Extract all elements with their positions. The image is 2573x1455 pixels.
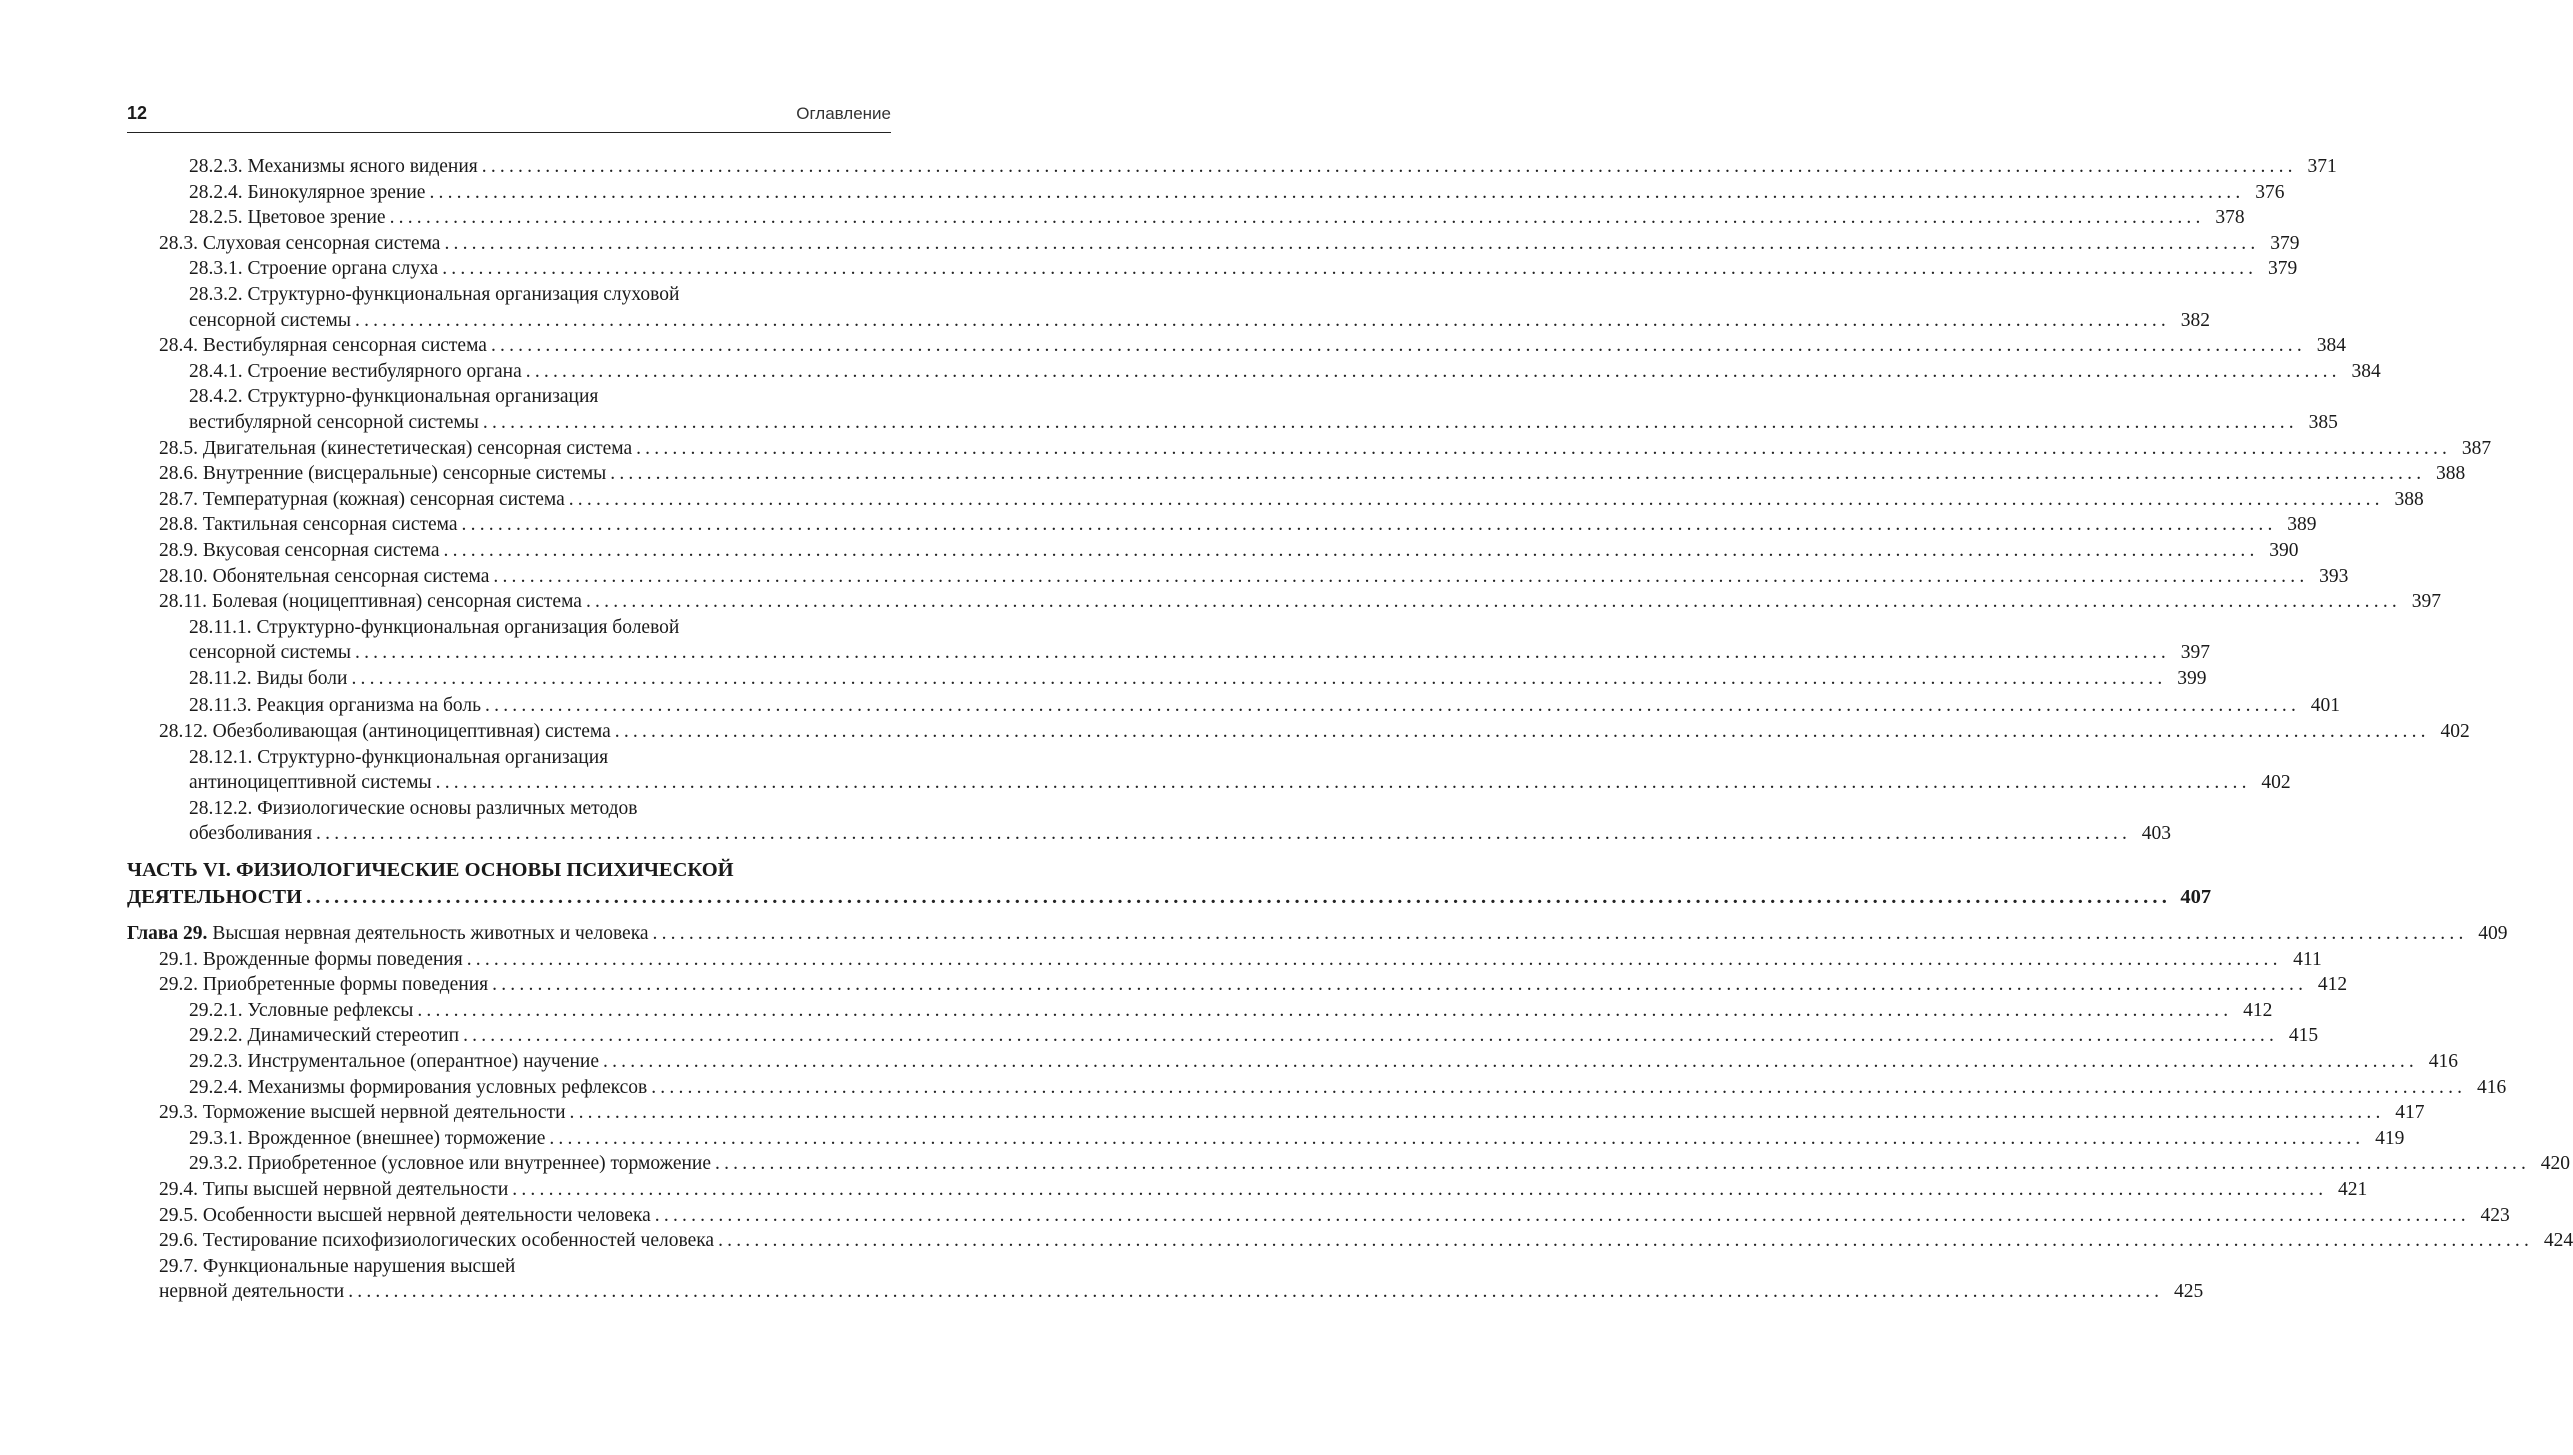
toc-entry-title: 28.11.2. Виды боли bbox=[189, 667, 348, 689]
toc-entry-title: 28.3.1. Строение органа слуха bbox=[189, 258, 439, 280]
dot-leader: ........................................................................................................................................................................................................ bbox=[568, 488, 2384, 510]
dot-leader: ........................................................................................................................................................................................................ bbox=[651, 1076, 2467, 1098]
toc-entry-28-2-4[interactable] bbox=[127, 180, 2285, 206]
toc-entry-29-1[interactable] bbox=[127, 947, 2322, 973]
toc-entry-title: 28.4.1. Строение вестибулярного органа bbox=[189, 360, 522, 382]
toc-entry-title: 28.12.2. Физиологические основы различных методов bbox=[189, 797, 638, 819]
dot-leader: ........................................................................................................................................................................................................ bbox=[348, 1281, 2164, 1303]
page-ref: 416 bbox=[2476, 1076, 2507, 1098]
toc-entry-29-5[interactable] bbox=[127, 1203, 2510, 1229]
toc-entry-29-2[interactable] bbox=[127, 972, 2348, 998]
toc-entry-title: 28.12. Обезболивающая (антиноцицептивная) система bbox=[159, 721, 611, 743]
dot-leader: ........................................................................................................................................................................................................ bbox=[654, 1204, 2470, 1226]
dot-leader: ........................................................................................................................................................................................................ bbox=[493, 565, 2309, 587]
toc-entry-28-4[interactable] bbox=[127, 333, 2346, 359]
running-section-title: Оглавление bbox=[796, 104, 891, 123]
toc-entry-title: 28.12.1. Структурно-функциональная организация bbox=[189, 746, 609, 768]
page-ref: 402 bbox=[2261, 772, 2291, 794]
dot-leader: ........................................................................................................................................................................................................ bbox=[485, 695, 2301, 717]
dot-leader: ........................................................................................................................................................................................................ bbox=[636, 437, 2452, 459]
chapter-label: Глава 29. bbox=[127, 923, 208, 945]
dot-leader: ........................................................................................................................................................................................................ bbox=[316, 823, 2132, 845]
page-ref: 393 bbox=[2319, 565, 2349, 587]
toc-entry-28-11-1[interactable] bbox=[127, 615, 2210, 666]
dot-leader: ........................................................................................................................................................................................................ bbox=[610, 463, 2426, 485]
toc-entry-28-3-1[interactable] bbox=[127, 256, 2298, 282]
toc-entry-28-5[interactable] bbox=[127, 436, 2492, 462]
toc-part-heading[interactable] bbox=[127, 857, 2212, 911]
toc-entry-title: 29.3.2. Приобретенное (условное или внутреннее) торможение bbox=[189, 1153, 712, 1175]
dot-leader: ........................................................................................................................................................................................................ bbox=[443, 539, 2259, 561]
page-ref: 382 bbox=[2180, 309, 2210, 331]
toc-entry-title: 28.4. Вестибулярная сенсорная система bbox=[159, 335, 487, 357]
page-ref: 425 bbox=[2173, 1281, 2204, 1303]
toc-entry-title: 28.11. Болевая (ноцицептивная) сенсорная система bbox=[159, 591, 582, 613]
toc-entry-29-4[interactable] bbox=[127, 1177, 2368, 1203]
toc-entry-title: 28.10. Обонятельная сенсорная система bbox=[159, 565, 490, 587]
dot-leader: ........................................................................................................................................................................................................ bbox=[549, 1127, 2365, 1149]
chapter-title: Высшая нервная деятельность животных и человека bbox=[212, 923, 649, 945]
page-ref: 378 bbox=[2215, 207, 2245, 229]
toc-entry-title-continuation: сенсорной системы bbox=[189, 642, 351, 664]
toc-entry-28-6[interactable] bbox=[127, 461, 2466, 487]
toc-entry-29-3-2[interactable] bbox=[127, 1151, 2571, 1177]
toc-entry-title-continuation: обезболивания bbox=[189, 823, 313, 845]
toc-entry-title-continuation: нервной деятельности bbox=[159, 1281, 345, 1303]
dot-leader: ........................................................................................................................................................................................................ bbox=[614, 721, 2430, 743]
toc-entry-29-3-1[interactable] bbox=[127, 1126, 2405, 1152]
toc-entry-28-3[interactable] bbox=[127, 231, 2300, 257]
page-ref: 412 bbox=[2317, 974, 2348, 996]
page-ref: 401 bbox=[2310, 695, 2341, 717]
page-ref: 390 bbox=[2269, 539, 2299, 561]
page-ref: 415 bbox=[2288, 1025, 2319, 1047]
toc-entry-28-8[interactable] bbox=[127, 512, 2317, 538]
toc-entry-29-2-1[interactable] bbox=[127, 998, 2273, 1024]
page-ref: 402 bbox=[2440, 721, 2470, 743]
toc-entry-title: 29.2.4. Механизмы формирования условных рефлексов bbox=[189, 1076, 648, 1098]
toc-entry-title: 28.3.2. Структурно-функциональная организация слуховой bbox=[189, 283, 680, 305]
toc-entry-title: 29.4. Типы высшей нервной деятельности bbox=[159, 1178, 509, 1200]
page-ref: 379 bbox=[2270, 232, 2300, 254]
page-ref: 420 bbox=[2540, 1153, 2571, 1175]
toc-entry-title: 28.9. Вкусовая сенсорная система bbox=[159, 539, 440, 561]
dot-leader: ........................................................................................................................................................................................................ bbox=[389, 207, 2205, 229]
toc-entry-29-6[interactable] bbox=[127, 1228, 2573, 1254]
toc-entry-title: 29.2. Приобретенные формы поведения bbox=[159, 974, 489, 996]
dot-leader: ........................................................................................................................................................................................................ bbox=[355, 309, 2170, 331]
toc-entry-title: 28.11.3. Реакция организма на боль bbox=[189, 695, 482, 717]
dot-leader: ........................................................................................................................................................................................................ bbox=[429, 181, 2245, 203]
toc-entry-title: 28.4.2. Структурно-функциональная организация bbox=[189, 386, 599, 408]
dot-leader: ........................................................................................................................................................................................................ bbox=[585, 591, 2401, 613]
dot-leader: ........................................................................................................................................................................................................ bbox=[512, 1178, 2328, 1200]
toc-entry-28-7[interactable] bbox=[127, 487, 2424, 513]
page-ref: 388 bbox=[2394, 488, 2424, 510]
toc-entry-title: 28.5. Двигательная (кинестетическая) сенсорная система bbox=[159, 437, 633, 459]
toc-entry-title: 29.5. Особенности высшей нервной деятельности человека bbox=[159, 1204, 651, 1226]
dot-leader: ........................................................................................................................................................................................................ bbox=[435, 772, 2251, 794]
toc-entry-29-2-3[interactable] bbox=[127, 1049, 2458, 1075]
part-title-line: ЧАСТЬ VI. ФИЗИОЛОГИЧЕСКИЕ ОСНОВЫ ПСИХИЧЕСКОЙ bbox=[127, 859, 734, 882]
dot-leader: ........................................................................................................................................................................................................ bbox=[466, 948, 2282, 970]
page-ref: 397 bbox=[2411, 591, 2441, 613]
toc-entry-title: 29.3.1. Врожденное (внешнее) торможение bbox=[189, 1127, 546, 1149]
page-ref: 423 bbox=[2480, 1204, 2510, 1226]
toc-entry-29-7[interactable] bbox=[127, 1254, 2204, 1305]
dot-leader: ........................................................................................................................................................................................................ bbox=[718, 1230, 2534, 1252]
dot-leader: ........................................................................................................................................................................................................ bbox=[463, 1025, 2279, 1047]
page-ref: 384 bbox=[2351, 360, 2381, 382]
dot-leader: ........................................................................................................................................................................................................ bbox=[525, 360, 2341, 382]
page-ref: 407 bbox=[2180, 886, 2212, 909]
toc-entry-title: 29.2.1. Условные рефлексы bbox=[189, 999, 414, 1021]
dot-leader: ........................................................................................................................................................................................................ bbox=[351, 667, 2167, 689]
toc-entry-title: 28.3. Слуховая сенсорная система bbox=[159, 232, 441, 254]
page-ref: 417 bbox=[2395, 1102, 2425, 1124]
toc-entry-title: 28.7. Температурная (кожная) сенсорная система bbox=[159, 488, 565, 510]
page-ref: 416 bbox=[2428, 1051, 2458, 1072]
toc-entry-28-12[interactable] bbox=[127, 719, 2470, 745]
dot-leader: ........................................................................................................................................................................................................ bbox=[652, 923, 2468, 945]
page-ref: 403 bbox=[2141, 823, 2172, 845]
page-ref: 389 bbox=[2287, 514, 2317, 536]
page-number: 12 bbox=[127, 103, 148, 123]
dot-leader: ........................................................................................................................................................................................................ bbox=[482, 411, 2298, 433]
dot-leader: ........................................................................................................................................................................................................ bbox=[569, 1102, 2385, 1124]
dot-leader: ........................................................................................................................................................................................................ bbox=[461, 514, 2277, 536]
toc-section-29 bbox=[127, 947, 2573, 1305]
toc-entry-28-11[interactable] bbox=[127, 589, 2441, 615]
toc-entry-29-2-4[interactable] bbox=[127, 1075, 2507, 1101]
toc-section-28 bbox=[127, 154, 2492, 847]
toc-entry-title: 29.6. Тестирование психофизиологических особенностей человека bbox=[159, 1230, 715, 1252]
dot-leader: ........................................................................................................................................................................................................ bbox=[417, 999, 2233, 1021]
table-of-contents bbox=[127, 154, 2573, 1305]
toc-entry-title: 29.2.2. Динамический стереотип bbox=[189, 1025, 460, 1047]
page-ref: 371 bbox=[2307, 156, 2337, 177]
page-ref: 397 bbox=[2180, 642, 2210, 664]
dot-leader: ........................................................................................................................................................................................................ bbox=[492, 974, 2308, 996]
toc-entry-title: 29.2.3. Инструментальное (оперантное) научение bbox=[189, 1051, 599, 1072]
page-ref: 376 bbox=[2255, 181, 2285, 203]
toc-entry-title: 29.7. Функциональные нарушения высшей bbox=[159, 1255, 516, 1277]
toc-entry-28-10[interactable] bbox=[127, 564, 2349, 590]
page-ref: 424 bbox=[2543, 1230, 2573, 1252]
toc-chapter-heading[interactable] bbox=[127, 921, 2508, 947]
part-title-line: ДЕЯТЕЛЬНОСТИ ........................................................................................................................................................................................................ 407 bbox=[127, 884, 891, 911]
toc-entry-title-continuation: сенсорной системы bbox=[189, 309, 351, 331]
toc-entry-title: 29.1. Врожденные формы поведения bbox=[159, 948, 463, 970]
page-ref: 399 bbox=[2177, 667, 2207, 689]
toc-entry-28-4-1[interactable] bbox=[127, 359, 2381, 385]
toc-entry-28-4-2[interactable] bbox=[127, 384, 2338, 435]
toc-entry-28-9[interactable] bbox=[127, 538, 2299, 564]
page-ref: 388 bbox=[2436, 463, 2466, 485]
toc-entry-title: 28.2.4. Бинокулярное зрение bbox=[189, 181, 426, 203]
page-ref: 384 bbox=[2316, 335, 2346, 357]
toc-entry-title: 28.2.5. Цветовое зрение bbox=[189, 207, 386, 229]
page-ref: 385 bbox=[2308, 411, 2338, 433]
page-ref: 421 bbox=[2338, 1178, 2368, 1200]
toc-entry-28-12-2[interactable] bbox=[127, 796, 2172, 847]
toc-entry-28-11-3[interactable] bbox=[127, 691, 2341, 719]
toc-entry-title: 29.3. Торможение высшей нервной деятельности bbox=[159, 1102, 566, 1124]
dot-leader: ........................................................................................................................................................................................................ bbox=[444, 232, 2260, 254]
toc-entry-title: 28.2.3. Механизмы ясного видения bbox=[189, 156, 478, 177]
toc-entry-title: 28.8. Тактильная сенсорная система bbox=[159, 514, 458, 536]
page-ref: 419 bbox=[2375, 1127, 2405, 1149]
page-ref: 379 bbox=[2267, 258, 2298, 280]
dot-leader: ........................................................................................................................................................................................................ bbox=[355, 642, 2170, 664]
toc-entry-28-3-2[interactable] bbox=[127, 282, 2210, 333]
dot-leader: ........................................................................................................................................................................................................ bbox=[481, 156, 2297, 177]
toc-entry-title: 28.11.1. Структурно-функциональная организация болевой bbox=[189, 616, 680, 638]
page-ref: 387 bbox=[2461, 437, 2492, 459]
toc-entry-28-2-5[interactable] bbox=[127, 205, 2245, 231]
dot-leader: ........................................................................................................................................................................................................ bbox=[490, 335, 2306, 357]
toc-entry-28-12-1[interactable] bbox=[127, 745, 2291, 796]
toc-entry-title-continuation: вестибулярной сенсорной системы bbox=[189, 411, 479, 433]
toc-entry-title: 28.6. Внутренние (висцеральные) сенсорные системы bbox=[159, 463, 607, 485]
dot-leader: ........................................................................................................................................................................................................ bbox=[603, 1051, 2418, 1072]
toc-entry-28-2-3[interactable] bbox=[127, 154, 2337, 180]
dot-leader: ........................................................................................................................................................................................................ bbox=[306, 886, 2172, 909]
page-ref: 409 bbox=[2478, 923, 2508, 945]
toc-entry-29-3[interactable] bbox=[127, 1100, 2425, 1126]
page-ref: 412 bbox=[2243, 999, 2273, 1021]
running-header bbox=[127, 100, 891, 133]
dot-leader: ........................................................................................................................................................................................................ bbox=[442, 258, 2258, 280]
toc-entry-title-continuation: антиноцицептивной системы bbox=[189, 772, 432, 794]
dot-leader: ........................................................................................................................................................................................................ bbox=[715, 1153, 2531, 1175]
page-ref: 411 bbox=[2293, 948, 2322, 970]
toc-entry-29-2-2[interactable] bbox=[127, 1023, 2319, 1049]
toc-entry-28-11-2[interactable] bbox=[127, 666, 2207, 692]
